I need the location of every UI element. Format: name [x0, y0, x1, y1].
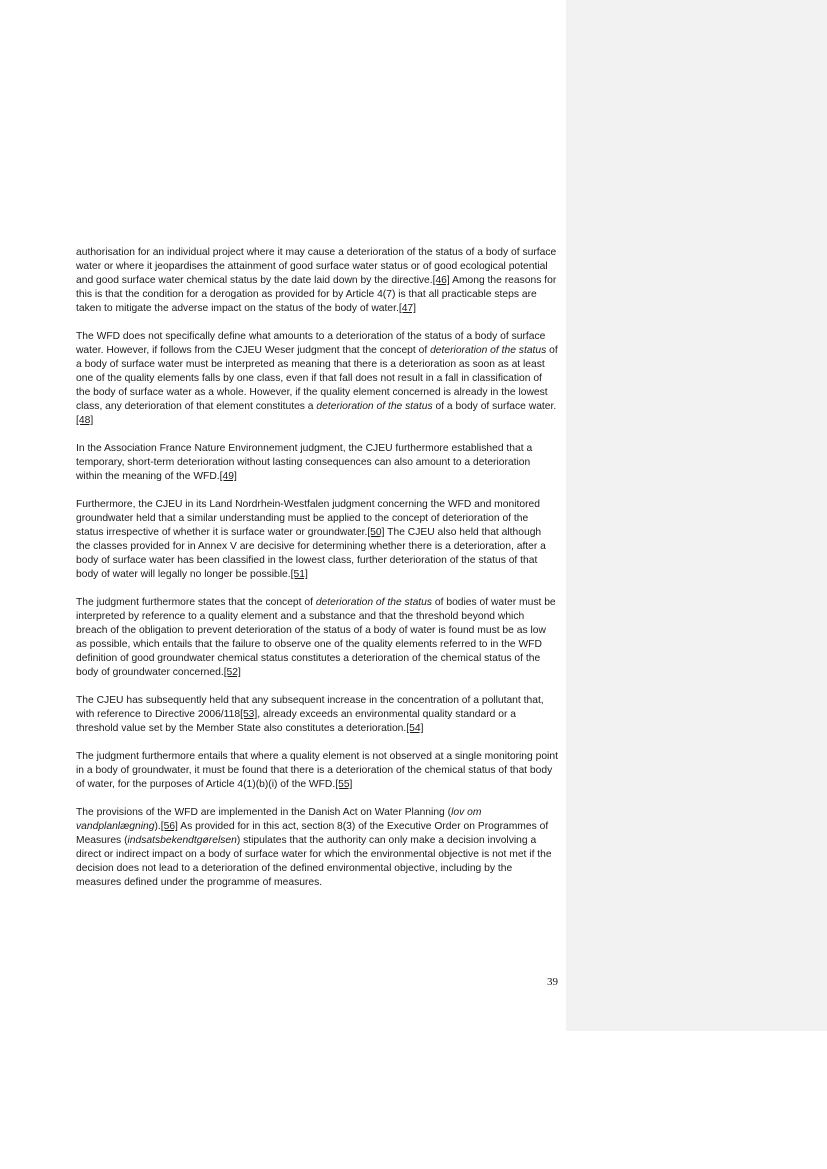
paragraph	[76, 442, 558, 484]
footnote-link[interactable]: [47]	[398, 303, 417, 314]
comment-pane	[566, 0, 827, 1031]
paragraph	[76, 750, 558, 792]
text-run: of a body of surface water must be interpreted as meaning that there is a deterioration as soon as at least one of the quality elements falls by one class, even if that fall does not result in a fall in classification of the body of surface water as a whole. However, if the quality element concerned is already in the lowest class, any deterioration of that element constitutes a	[76, 345, 558, 412]
footnote-link[interactable]: [46]	[432, 275, 450, 286]
text-run: ).	[154, 821, 161, 832]
footnote-link[interactable]: [53]	[240, 709, 258, 720]
footnote-link[interactable]: [54]	[406, 723, 424, 734]
text-run: Among the reasons for this is that the condition for a derogation as provided for by Article 4(7) is that all practicable steps are taken to mitigate the adverse impact on the status of the body of water.	[76, 275, 557, 314]
footnote-link[interactable]: [51]	[290, 569, 308, 580]
text-run: The CJEU has subsequently held that any subsequent increase in the concentration of a pollutant that, with reference to Directive 2006/118	[76, 695, 544, 720]
text-run: The CJEU also held that although the classes provided for in Annex V are decisive for determining whether there is a deterioration, after a body of surface water has been classified in the lowest class, further deterioration of the status of that body of water will legally no longer be possible.	[76, 527, 546, 580]
text-run: The WFD does not specifically define what amounts to a deterioration of the status of a body of surface water. However, if follows from the CJEU Weser judgment that the concept of	[76, 331, 546, 356]
text-run: of a body of surface water.	[432, 401, 557, 412]
footnote-link[interactable]: [56]	[160, 821, 178, 832]
paragraph	[76, 330, 558, 428]
page-number: 39	[547, 976, 558, 988]
paragraph	[76, 596, 558, 680]
footnote-link[interactable]: [55]	[335, 779, 353, 790]
paragraph	[76, 694, 558, 736]
paragraph	[76, 806, 558, 890]
text-run: , already exceeds an environmental quality standard or a threshold value set by the Member State also constitutes a deterioration.	[76, 709, 516, 734]
italic-text: indsatsbekendtgørelsen	[127, 835, 237, 846]
paragraph	[76, 498, 558, 582]
italic-text: deterioration of the status	[430, 345, 547, 356]
paragraph	[76, 246, 558, 316]
text-run: of bodies of water must be interpreted by reference to a quality element and a substance and that the threshold beyond which breach of the obligation to prevent deterioration of the status of a body of water is found must be as low as possible, which entails that the failure to observe one of the quality elements referred to in the WFD definition of good groundwater chemical status constitutes a deterioration of the chemical status of the body of groundwater concerned.	[76, 597, 556, 678]
text-run: authorisation for an individual project where it may cause a deterioration of the status of a body of surface water or where it jeopardises the attainment of good surface water status or of good ecological potential and good surface water chemical status by the date laid down by the directive.	[76, 247, 557, 286]
text-run: The judgment furthermore states that the concept of	[76, 597, 316, 608]
page-body	[76, 246, 558, 904]
text-run: Furthermore, the CJEU in its Land Nordrhein-Westfalen judgment concerning the WFD and monitored groundwater held that a similar understanding must be applied to the concept of deterioration of the status irrespective of whether it is surface water or groundwater.	[76, 499, 540, 538]
footnote-link[interactable]: [48]	[76, 415, 94, 426]
italic-text: deterioration of the status	[316, 401, 433, 412]
text-run: The provisions of the WFD are implemented in the Danish Act on Water Planning (	[76, 807, 452, 818]
text-run: As provided for in this act, section 8(3) of the Executive Order on Programmes of Measures (	[76, 821, 549, 846]
italic-text: lov om vandplanlægning	[76, 807, 482, 832]
footnote-link[interactable]: [50]	[367, 527, 385, 538]
text-run: The judgment furthermore entails that where a quality element is not observed at a single monitoring point in a body of groundwater, it must be found that there is a deterioration of the chemical status of that body of water, for the purposes of Article 4(1)(b)(i) of the WFD.	[76, 751, 558, 790]
footnote-link[interactable]: [49]	[219, 471, 237, 482]
footnote-link[interactable]: [52]	[223, 667, 241, 678]
text-run: ) stipulates that the authority can only make a decision involving a direct or indirect impact on a body of surface water for which the environmental objective is not met if the decision does not lead to a deterioration of the defined environmental objective, including by the measures defined under the programme of measures.	[76, 835, 552, 888]
text-run: In the Association France Nature Environnement judgment, the CJEU furthermore established that a temporary, short-term deterioration without lasting consequences can also amount to a deterioration within the meaning of the WFD.	[76, 443, 533, 482]
italic-text: deterioration of the status	[315, 597, 433, 608]
